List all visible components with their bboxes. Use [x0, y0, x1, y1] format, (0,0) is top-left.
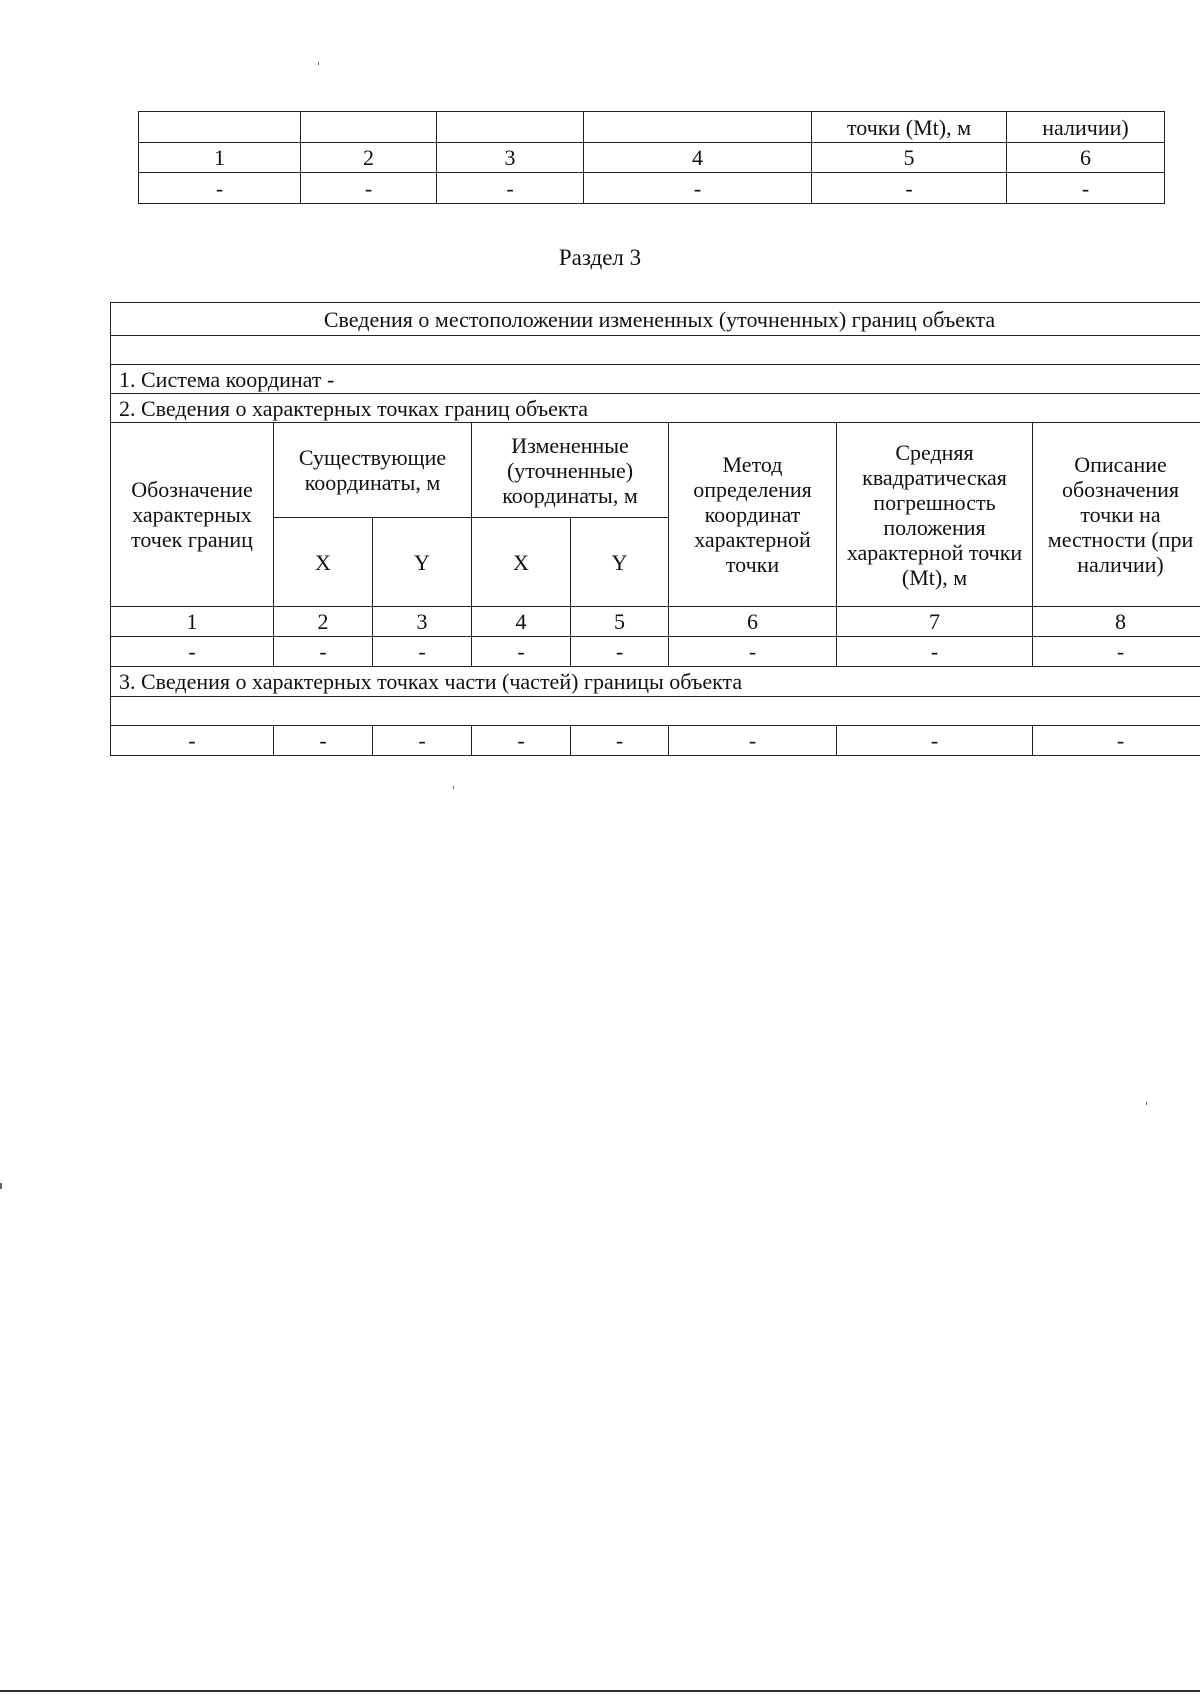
page-bottom-line — [0, 1690, 1200, 1692]
table-title-row — [111, 303, 1200, 336]
scan-speck — [318, 62, 319, 65]
parts-title-row — [111, 667, 1200, 697]
table-cell: - — [837, 726, 1033, 756]
table-cell: - — [111, 726, 274, 756]
header-cell — [584, 112, 812, 143]
parts-section-label: 3. Сведения о характерных точках части (частей) границы объекта — [111, 667, 1200, 697]
column-number: 6 — [669, 607, 837, 637]
table-title: Сведения о местоположении измененных (уточненных) границ объекта — [111, 303, 1200, 336]
header-cell — [301, 112, 437, 143]
header-designation: Обозначение характерных точек границ — [111, 423, 274, 607]
table-cell: - — [584, 173, 812, 204]
table-row — [139, 173, 1165, 204]
table-cell: - — [139, 173, 301, 204]
table-row — [111, 726, 1200, 756]
table-cell: - — [373, 726, 472, 756]
column-number: 7 — [837, 607, 1033, 637]
table-cell: - — [274, 726, 373, 756]
blank-cell — [111, 697, 1200, 726]
table-cell: - — [1033, 637, 1200, 667]
table-cell: - — [373, 637, 472, 667]
column-number: 4 — [472, 607, 571, 637]
coord-system-row — [111, 365, 1200, 394]
table-cell: - — [274, 637, 373, 667]
table-cell: - — [111, 637, 274, 667]
table-header-row — [139, 112, 1165, 143]
table-cell: - — [812, 173, 1007, 204]
column-number: 2 — [274, 607, 373, 637]
header-cell: точки (Mt), м — [812, 112, 1007, 143]
table-cell: - — [437, 173, 584, 204]
table-cell: - — [669, 726, 837, 756]
column-number: 8 — [1033, 607, 1200, 637]
table-cell: - — [301, 173, 437, 204]
column-number: 5 — [812, 143, 1007, 173]
table-cell: - — [472, 637, 571, 667]
column-number-row — [139, 143, 1165, 173]
table-cell: - — [1033, 726, 1200, 756]
table-cell: - — [837, 637, 1033, 667]
header-cell — [139, 112, 301, 143]
scan-speck — [453, 786, 454, 789]
column-number: 5 — [571, 607, 669, 637]
main-table-container — [110, 302, 1200, 762]
header-y-existing: Y — [373, 518, 472, 607]
column-number: 1 — [111, 607, 274, 637]
header-row-1 — [111, 423, 1200, 518]
header-x-existing: X — [274, 518, 373, 607]
column-number: 4 — [584, 143, 812, 173]
scan-speck — [0, 1183, 2, 1189]
header-existing-coords: Существующие координаты, м — [274, 423, 472, 518]
header-description: Описание обозначения точки на местности (при наличии) — [1033, 423, 1200, 607]
column-number: 3 — [437, 143, 584, 173]
column-number-row — [111, 607, 1200, 637]
scan-speck — [1146, 1102, 1147, 1105]
coord-system-label: 1. Система координат - — [111, 365, 1200, 394]
column-number: 2 — [301, 143, 437, 173]
table-row — [111, 637, 1200, 667]
header-y-changed: Y — [571, 518, 669, 607]
header-cell: наличии) — [1007, 112, 1165, 143]
table-cell: - — [669, 637, 837, 667]
table-cell: - — [571, 726, 669, 756]
header-method: Метод определения координат характерной точки — [669, 423, 837, 607]
boundary-table — [110, 302, 1200, 756]
table-cell: - — [472, 726, 571, 756]
column-number: 6 — [1007, 143, 1165, 173]
section-title: Раздел 3 — [558, 245, 642, 270]
header-error: Средняя квадратическая погрешность положения характерной точки (Mt), м — [837, 423, 1033, 607]
blank-row — [111, 336, 1200, 365]
points-section-label: 2. Сведения о характерных точках границ объекта — [111, 394, 1200, 423]
header-changed-coords: Измененные (уточненные) координаты, м — [472, 423, 669, 518]
table-cell: - — [1007, 173, 1165, 204]
blank-row — [111, 697, 1200, 726]
header-x-changed: X — [472, 518, 571, 607]
blank-cell — [111, 336, 1200, 365]
continuation-table — [138, 111, 1165, 204]
points-title-row — [111, 394, 1200, 423]
header-cell — [437, 112, 584, 143]
column-number: 1 — [139, 143, 301, 173]
column-number: 3 — [373, 607, 472, 637]
table-cell: - — [571, 637, 669, 667]
